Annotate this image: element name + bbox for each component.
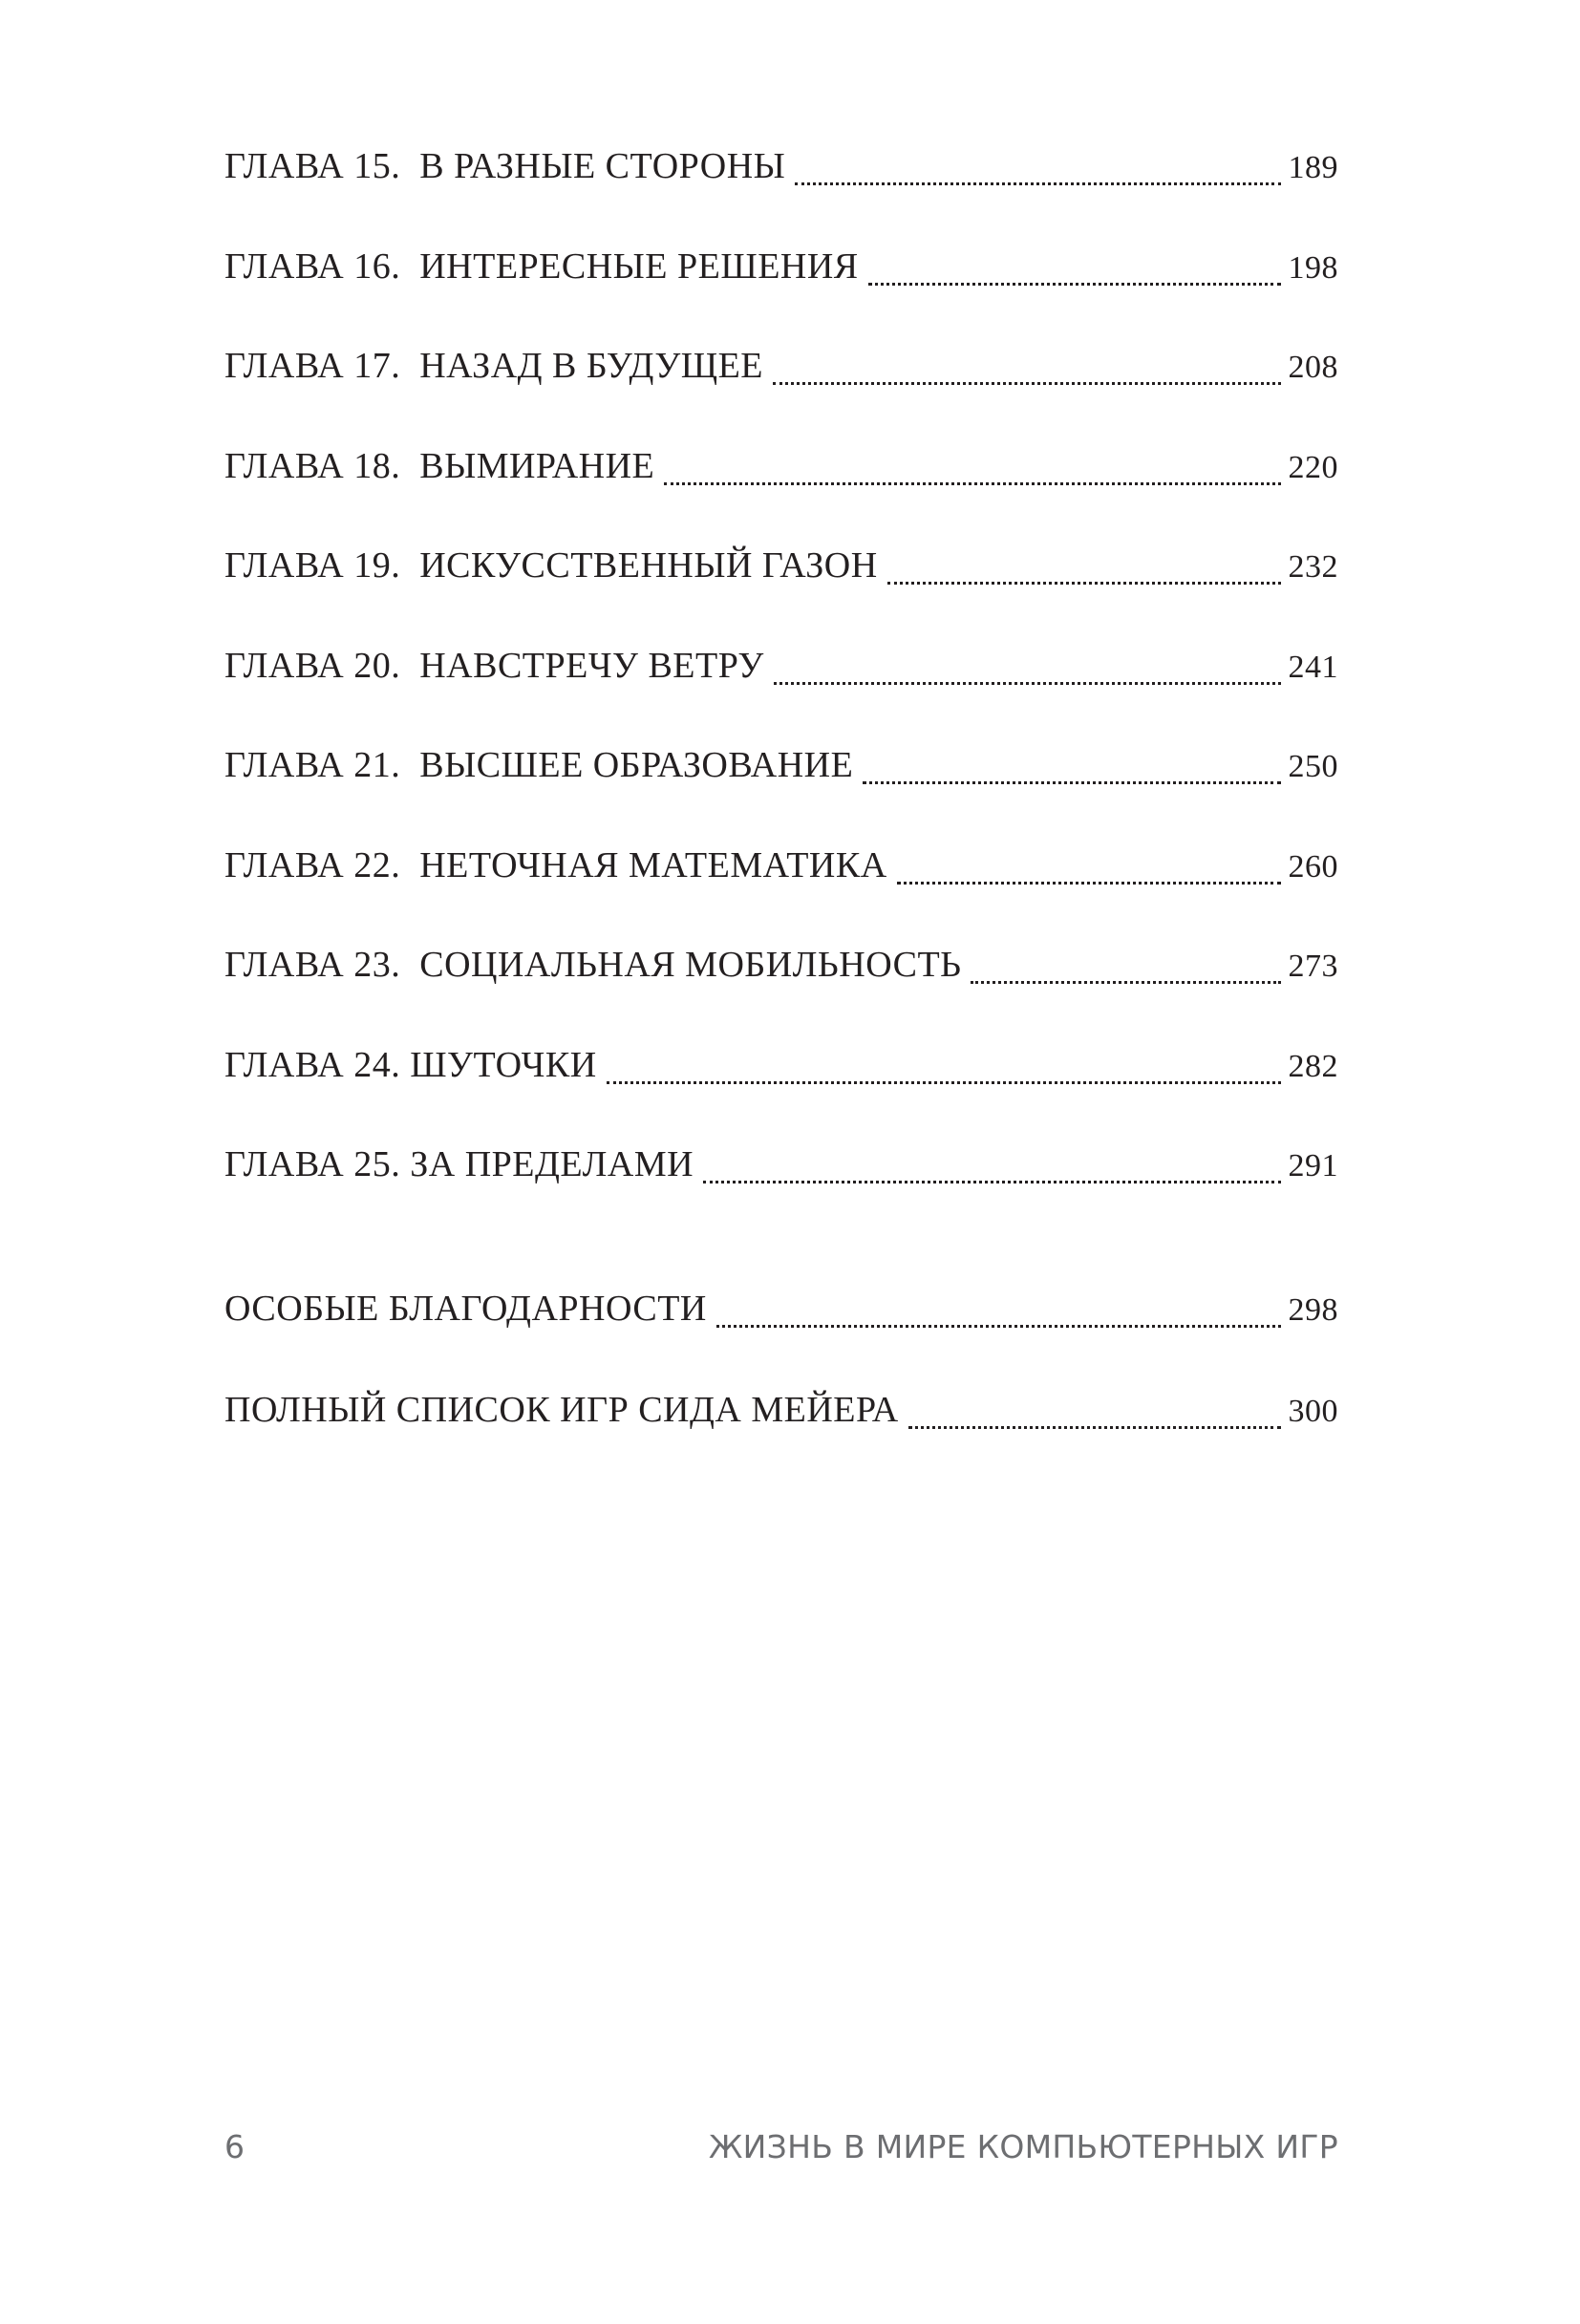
- toc-entry-page: 232: [1288, 549, 1338, 585]
- toc-entry-page: 300: [1288, 1394, 1338, 1429]
- toc-entry-title: ГЛАВА 15. В РАЗНЫЕ СТОРОНЫ: [224, 146, 786, 186]
- toc-entry-page: 260: [1288, 849, 1338, 885]
- toc-entry[interactable]: [224, 544, 1338, 592]
- toc-entry-page: 291: [1288, 1148, 1338, 1183]
- dot-leader: [795, 182, 1280, 185]
- dot-leader: [664, 482, 1280, 485]
- dot-leader: [908, 1426, 1281, 1429]
- toc-entry[interactable]: [224, 844, 1338, 892]
- dot-leader: [773, 382, 1281, 385]
- running-title: ЖИЗНЬ В МИРЕ КОМПЬЮТЕРНЫХ ИГР: [708, 2128, 1338, 2165]
- toc-entry[interactable]: [224, 1143, 1338, 1191]
- toc-entry-title: ГЛАВА 19. ИСКУССТВЕННЫЙ ГАЗОН: [224, 545, 878, 586]
- page-number: 6: [224, 2128, 245, 2165]
- toc-entry[interactable]: [224, 245, 1338, 293]
- toc-entry-title: ГЛАВА 20. НАВСТРЕЧУ ВЕТРУ: [224, 646, 764, 686]
- toc-entry-page: 241: [1288, 650, 1338, 685]
- toc-entry-page: 250: [1288, 749, 1338, 784]
- toc-entry-page: 220: [1288, 450, 1338, 485]
- toc-entry-title: ГЛАВА 22. НЕТОЧНАЯ МАТЕМАТИКА: [224, 845, 887, 885]
- toc-entry[interactable]: [224, 944, 1338, 991]
- toc-entry[interactable]: [224, 744, 1338, 792]
- toc-entry[interactable]: [224, 345, 1338, 393]
- toc-entry[interactable]: [224, 1288, 1338, 1335]
- toc-entry[interactable]: [224, 445, 1338, 493]
- toc-entry-page: 208: [1288, 350, 1338, 385]
- toc-entry[interactable]: [224, 145, 1338, 193]
- toc-entry-title: ОСОБЫЕ БЛАГОДАРНОСТИ: [224, 1289, 707, 1329]
- toc-entry-title: ГЛАВА 18. ВЫМИРАНИЕ: [224, 446, 655, 486]
- toc-entry-title: ГЛАВА 24. ШУТОЧКИ: [224, 1045, 597, 1085]
- toc-entry-title: ГЛАВА 17. НАЗАД В БУДУЩЕЕ: [224, 346, 763, 386]
- toc-entry-page: 198: [1288, 250, 1338, 286]
- dot-leader: [868, 283, 1281, 286]
- dot-leader: [774, 682, 1281, 685]
- page-footer: [224, 2128, 1338, 2176]
- dot-leader: [897, 882, 1281, 885]
- toc-entry-page: 189: [1288, 150, 1338, 185]
- toc-entry-title: ГЛАВА 21. ВЫСШЕЕ ОБРАЗОВАНИЕ: [224, 745, 854, 785]
- toc-entry-title: ПОЛНЫЙ СПИСОК ИГР СИДА МЕЙЕРА: [224, 1390, 899, 1430]
- toc-entry-page: 282: [1288, 1049, 1338, 1084]
- dot-leader: [716, 1325, 1281, 1328]
- dot-leader: [607, 1081, 1281, 1084]
- toc-entry[interactable]: [224, 645, 1338, 693]
- toc-entry-page: 298: [1288, 1292, 1338, 1328]
- toc-entry-title: ГЛАВА 23. СОЦИАЛЬНАЯ МОБИЛЬНОСТЬ: [224, 945, 962, 985]
- toc-entry-page: 273: [1288, 949, 1338, 984]
- toc-entry-title: ГЛАВА 16. ИНТЕРЕСНЫЕ РЕШЕНИЯ: [224, 246, 859, 287]
- dot-leader: [703, 1181, 1280, 1183]
- dot-leader: [863, 781, 1280, 784]
- dot-leader: [971, 981, 1280, 984]
- dot-leader: [887, 582, 1281, 585]
- toc-entry-title: ГЛАВА 25. ЗА ПРЕДЕЛАМИ: [224, 1144, 694, 1184]
- toc-entry[interactable]: [224, 1044, 1338, 1092]
- toc-entry[interactable]: [224, 1389, 1338, 1437]
